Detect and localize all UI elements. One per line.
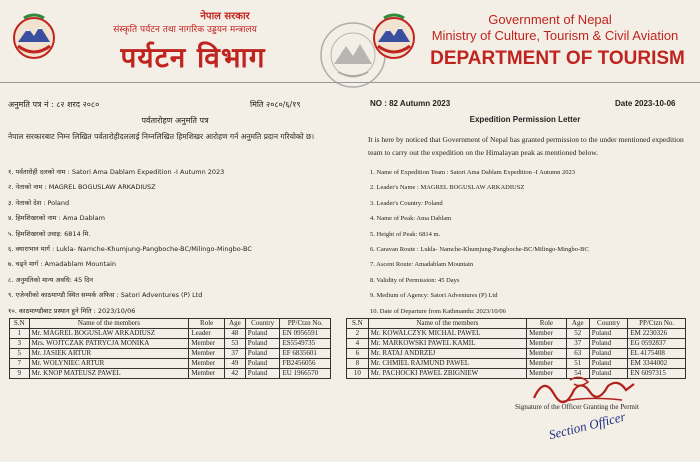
table-cell: EM 2230326 xyxy=(628,329,686,339)
list-item: ६. क्याराभान मार्ग : Lukla- Namche-Khumjung-Pangboche-BC/Milingo-Mingbo-BC xyxy=(8,244,252,253)
table-cell: Poland xyxy=(589,339,628,349)
table-cell: 5 xyxy=(10,349,30,359)
np-government-heading: नेपाल सरकार xyxy=(200,11,250,22)
list-item: ९. एजेन्सीको काठमाण्डौ स्थित सम्पर्क अफिस : Satori Adventures (P) Ltd xyxy=(8,291,203,300)
table-cell: Poland xyxy=(245,339,280,349)
table-cell: EF 6835601 xyxy=(280,349,331,359)
column-header: PP/Ctzn No. xyxy=(280,319,331,329)
members-table-left xyxy=(9,318,331,379)
column-header: Name of the members xyxy=(368,319,526,329)
table-cell: 7 xyxy=(10,359,30,369)
table-row xyxy=(347,359,686,369)
table-cell: 49 xyxy=(225,359,246,369)
list-item: 4. Name of Peak: Ama Dablam xyxy=(370,215,452,223)
table-cell: Member xyxy=(527,369,567,379)
table-row xyxy=(10,339,331,349)
table-cell: Member xyxy=(189,369,225,379)
list-item: ३. नेताको देश : Poland xyxy=(8,198,70,207)
table-cell: 51 xyxy=(566,359,589,369)
section-officer-stamp: Section Officer xyxy=(547,408,627,443)
list-item: 9. Medium of Agency: Satori Adventures (P) Ltd xyxy=(370,292,498,300)
list-item: १. पर्वतारोही दलको नाम : Satori Ama Dablam Expedition -I Autumn 2023 xyxy=(8,168,225,176)
table-cell: Leader xyxy=(189,329,225,339)
table-cell: 37 xyxy=(566,339,589,349)
table-cell: 2 xyxy=(347,329,369,339)
en-details-list xyxy=(370,165,695,319)
table-cell: Member xyxy=(189,349,225,359)
table-cell: Mr. RATAJ ANDRZEJ xyxy=(368,349,526,359)
table-cell: 9 xyxy=(10,369,30,379)
list-item: ८. अनुमतिको मान्य अवधि: 45 दिन xyxy=(8,275,94,284)
np-details-list xyxy=(8,165,348,319)
table-cell: 10 xyxy=(347,369,369,379)
table-cell: 54 xyxy=(566,369,589,379)
table-cell: Mr. MARKOWSKI PAWEL KAMIL xyxy=(368,339,526,349)
column-header: Country xyxy=(589,319,628,329)
column-header: S.N xyxy=(10,319,30,329)
table-cell: Member xyxy=(527,339,567,349)
table-cell: 1 xyxy=(10,329,30,339)
table-cell: Poland xyxy=(245,329,280,339)
table-cell: Mr. CHMIEL RAJMUND PAWEL xyxy=(368,359,526,369)
np-department-heading: पर्यटन विभाग xyxy=(120,41,266,74)
en-letter-title: Expedition Permission Letter xyxy=(469,115,581,124)
list-item: 5. Height of Peak: 6814 m. xyxy=(370,230,441,238)
column-header: PP/Ctzn No. xyxy=(628,319,686,329)
np-permit-number: अनुमति पत्र नं : ८२ शरद २०८० xyxy=(8,100,100,109)
list-item: ७. चढ्ने मार्ग : Amadablam Mountain xyxy=(8,260,116,269)
column-header: Age xyxy=(566,319,589,329)
table-cell: Poland xyxy=(245,369,280,379)
column-header: Role xyxy=(189,319,225,329)
list-item: २. नेताको नाम : MAGREL BOGUSLAW ARKADIUSZ xyxy=(8,183,156,192)
table-cell: 6 xyxy=(347,349,369,359)
en-permit-date: Date 2023-10-06 xyxy=(615,99,676,108)
table-cell: Mr. KNOP MATEUSZ PAWEL xyxy=(29,369,189,379)
table-cell: EL 4175408 xyxy=(628,349,686,359)
list-item: ५. हिमशिखरको उचाइ: 6814 मि. xyxy=(8,229,91,238)
table-row xyxy=(347,339,686,349)
table-row xyxy=(10,349,331,359)
table-cell: 42 xyxy=(225,369,246,379)
table-cell: Mrs. WOJTCZAK PATRYCJA MONIKA xyxy=(29,339,189,349)
table-cell: Mr. KOWALCZYK MICHAL PAWEL xyxy=(368,329,526,339)
table-header-row xyxy=(347,319,686,329)
table-cell: Member xyxy=(527,329,567,339)
list-item: 6. Caravan Route : Lukla- Namche-Khumjung-Pangboche-BC/Milingo-Mingbo-BC xyxy=(370,245,589,253)
table-cell: ES5549735 xyxy=(280,339,331,349)
list-item: 2. Leader's Name : MAGREL BOGUSLAW ARKADIUSZ xyxy=(370,184,525,192)
table-cell: 37 xyxy=(225,349,246,359)
table-cell: Mr. MAGREL BOGUSLAW ARKADIUSZ xyxy=(29,329,189,339)
np-letter-title: पर्वतारोहण अनुमति पत्र xyxy=(141,116,209,125)
table-row xyxy=(347,349,686,359)
members-table-right xyxy=(346,318,686,379)
table-cell: Member xyxy=(189,339,225,349)
list-item: 10. Date of Departure from Kathmandu: 2023/10/06 xyxy=(370,307,506,315)
table-cell: Poland xyxy=(589,329,628,339)
table-cell: 4 xyxy=(347,339,369,349)
list-item: १०. काठमाण्डौबाट प्रस्थान हुने मिति : 2023/10/06 xyxy=(8,306,136,315)
en-ministry-heading: Ministry of Culture, Tourism & Civil Aviation xyxy=(431,28,679,43)
list-item: 1. Name of Expedition Team : Satori Ama Dablam Expedition -I Autumn 2023 xyxy=(370,169,576,176)
list-item: ४. हिमशिखरको नाम : Ama Dablam xyxy=(8,214,105,223)
table-cell: FB2456056 xyxy=(280,359,331,369)
table-cell: 3 xyxy=(10,339,30,349)
en-government-heading: Government of Nepal xyxy=(488,12,612,27)
table-cell: Member xyxy=(527,349,567,359)
table-header-row xyxy=(10,319,331,329)
column-header: Role xyxy=(527,319,567,329)
column-header: Country xyxy=(245,319,280,329)
list-item: 7. Ascent Route: Amadablam Mountain xyxy=(370,261,474,269)
column-header: Name of the members xyxy=(29,319,189,329)
table-cell: EM 3344002 xyxy=(628,359,686,369)
table-cell: Poland xyxy=(589,369,628,379)
table-cell: Member xyxy=(189,359,225,369)
table-cell: Mr. PACHOCKI PAWEL ZBIGNIEW xyxy=(368,369,526,379)
table-cell: EU 1966570 xyxy=(280,369,331,379)
table-cell: Poland xyxy=(245,349,280,359)
en-department-heading: DEPARTMENT OF TOURISM xyxy=(430,48,685,69)
signature-label: Signature of the Officer Granting the Permit xyxy=(515,403,639,411)
table-cell: Mr. JASIEK ARTUR xyxy=(29,349,189,359)
list-item: 3. Leader's Country: Poland xyxy=(370,199,443,207)
table-cell: Poland xyxy=(589,349,628,359)
table-cell: 63 xyxy=(566,349,589,359)
table-cell: Member xyxy=(527,359,567,369)
table-cell: Poland xyxy=(245,359,280,369)
np-permit-date: मिति २०८०/६/१९ xyxy=(250,100,301,109)
table-cell: EN 6097315 xyxy=(628,369,686,379)
table-cell: Poland xyxy=(589,359,628,369)
en-permit-number: NO : 82 Autumn 2023 xyxy=(370,99,451,108)
nepal-emblem-icon xyxy=(370,12,418,60)
table-cell: EN 0956591 xyxy=(280,329,331,339)
table-cell: EG 0592837 xyxy=(628,339,686,349)
table-cell: 53 xyxy=(225,339,246,349)
table-row xyxy=(10,369,331,379)
column-header: Age xyxy=(225,319,246,329)
np-ministry-heading: संस्कृति पर्यटन तथा नागरिक उड्डयन मन्त्रालय xyxy=(113,25,257,35)
table-row xyxy=(10,329,331,339)
table-row xyxy=(347,329,686,339)
header-divider xyxy=(0,82,700,83)
table-cell: Mr. WOLYNIEC ARTUR xyxy=(29,359,189,369)
table-cell: 52 xyxy=(566,329,589,339)
list-item: 8. Validity of Permission: 45 Days xyxy=(370,276,460,284)
np-intro-paragraph: नेपाल सरकारबाट निम्न लिखित पर्वतारोहीदललाई निम्नलिखित हिमशिखर आरोहण गर्न अनुमति प्रदान गरियोको छ। xyxy=(8,132,315,141)
column-header: S.N xyxy=(347,319,369,329)
table-cell: 8 xyxy=(347,359,369,369)
en-intro-paragraph: It is here by noticed that Government of Nepal has granted permission to the under mentioned expedition team to carry out the expedition on the Himalayan peak as mentioned below. xyxy=(368,135,684,157)
table-cell: 48 xyxy=(225,329,246,339)
table-row xyxy=(10,359,331,369)
nepal-emblem-icon xyxy=(10,12,58,60)
